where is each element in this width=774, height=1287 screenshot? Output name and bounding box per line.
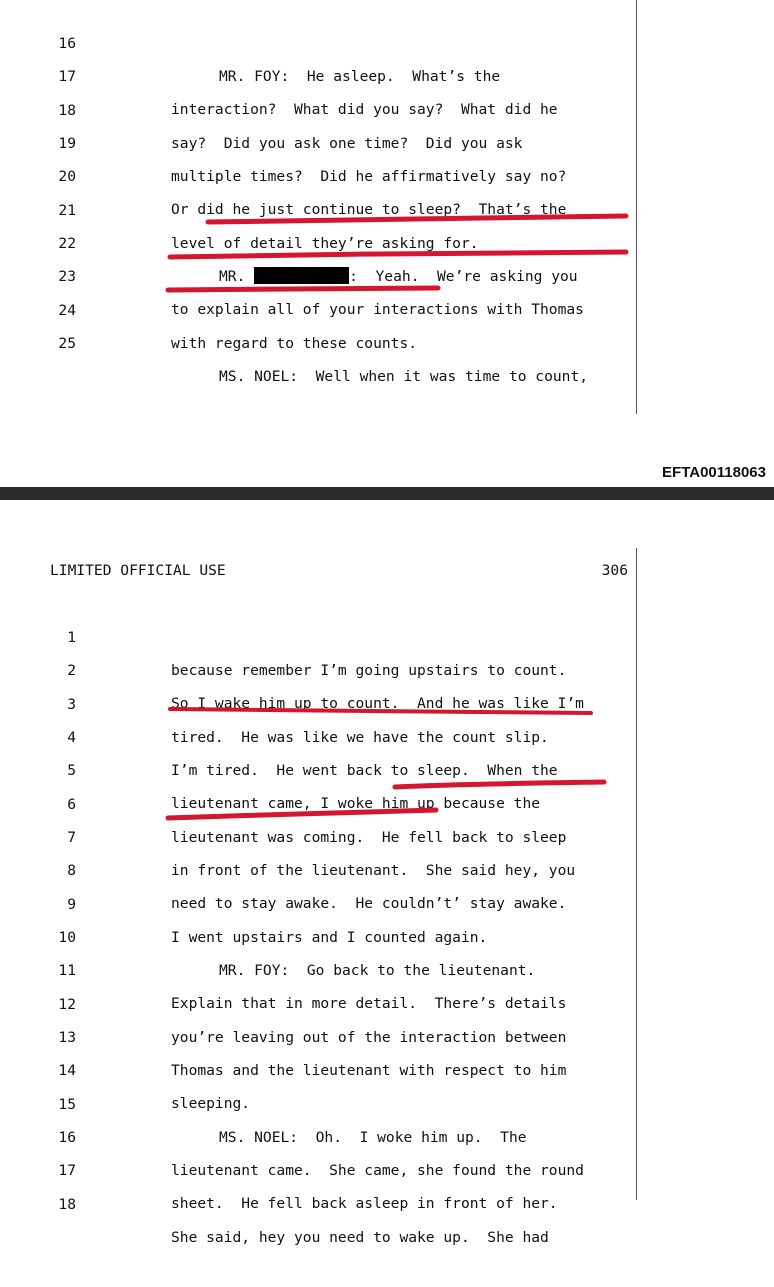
- line-text: I went upstairs and I counted again.: [171, 929, 488, 946]
- line-number: 25: [58, 335, 76, 352]
- line-text: to explain all of your interactions with Thomas: [171, 301, 584, 318]
- line-number: 18: [58, 102, 76, 119]
- line-number: 22: [58, 235, 76, 252]
- transcript-line: [0, 588, 636, 679]
- line-number: 9: [67, 896, 76, 913]
- line-text: MR. FOY: He asleep. What’s the: [219, 68, 501, 85]
- line-text: sleeping.: [171, 1095, 251, 1112]
- right-margin-rule: [636, 548, 637, 1200]
- line-text: lieutenant came. She came, she found the round: [171, 1162, 584, 1179]
- classification-label: LIMITED OFFICIAL USE: [50, 562, 226, 579]
- line-number: 17: [58, 1162, 76, 1179]
- line-number: 24: [58, 302, 76, 319]
- line-text: in front of the lieutenant. She said hey, you: [171, 862, 576, 879]
- line-text: multiple times? Did he affirmatively say no?: [171, 168, 567, 185]
- line-text: MS. NOEL: Well when it was time to count,: [219, 368, 589, 385]
- line-number: 16: [58, 35, 76, 52]
- line-text: MR. FOY: Go back to the lieutenant.: [219, 962, 536, 979]
- line-text: So I wake him up to count. And he was like I’m: [171, 695, 584, 712]
- line-number: 12: [58, 996, 76, 1013]
- line-number: 8: [67, 862, 76, 879]
- line-number: 7: [67, 829, 76, 846]
- document-id: EFTA00118063: [662, 464, 766, 481]
- line-number: 23: [58, 268, 76, 285]
- line-text: Or did he just continue to sleep? That’s the: [171, 201, 567, 218]
- line-number: 18: [58, 1196, 76, 1213]
- line-text: with regard to these counts.: [171, 335, 418, 352]
- line-number: 17: [58, 68, 76, 85]
- transcript-page-top: [0, 0, 774, 487]
- line-number: 14: [58, 1062, 76, 1079]
- line-text: because remember I’m going upstairs to count.: [171, 662, 567, 679]
- line-number: 5: [67, 762, 76, 779]
- right-margin-rule: [636, 0, 637, 414]
- line-number: 15: [58, 1096, 76, 1113]
- transcript-page-bottom: [0, 500, 774, 1246]
- line-number: 19: [58, 135, 76, 152]
- speaker-prefix: MR.: [219, 268, 255, 285]
- line-text: lieutenant was coming. He fell back to sleep: [171, 829, 567, 846]
- line-text: lieutenant came, I woke him up because the: [171, 795, 541, 812]
- line-text: level of detail they’re asking for.: [171, 235, 479, 252]
- line-number: 13: [58, 1029, 76, 1046]
- line-text: you’re leaving out of the interaction between: [171, 1029, 567, 1046]
- page-header: [50, 562, 628, 579]
- page-number: 306: [601, 562, 628, 579]
- speaker-remark: : Yeah. We’re asking you: [349, 268, 578, 285]
- line-text: I’m tired. He went back to sleep. When the: [171, 762, 558, 779]
- line-text: She said, hey you need to wake up. She had: [171, 1229, 549, 1246]
- line-text: say? Did you ask one time? Did you ask: [171, 135, 523, 152]
- page-separator: [0, 487, 774, 500]
- line-text: tired. He was like we have the count slip.: [171, 729, 549, 746]
- line-number: 11: [58, 962, 76, 979]
- line-text: Explain that in more detail. There’s details: [171, 995, 567, 1012]
- line-number: 10: [58, 929, 76, 946]
- line-text: interaction? What did you say? What did he: [171, 101, 558, 118]
- line-text: sheet. He fell back asleep in front of her.: [171, 1195, 558, 1212]
- line-number: 16: [58, 1129, 76, 1146]
- line-number: 1: [67, 629, 76, 646]
- line-number: 4: [67, 729, 76, 746]
- line-text: need to stay awake. He couldn’t’ stay awake.: [171, 895, 567, 912]
- line-number: 3: [67, 696, 76, 713]
- line-number: 20: [58, 168, 76, 185]
- line-number: 21: [58, 202, 76, 219]
- line-number: 2: [67, 662, 76, 679]
- line-text: Thomas and the lieutenant with respect to him: [171, 1062, 567, 1079]
- line-text: MS. NOEL: Oh. I woke him up. The: [219, 1129, 527, 1146]
- line-number: 6: [67, 796, 76, 813]
